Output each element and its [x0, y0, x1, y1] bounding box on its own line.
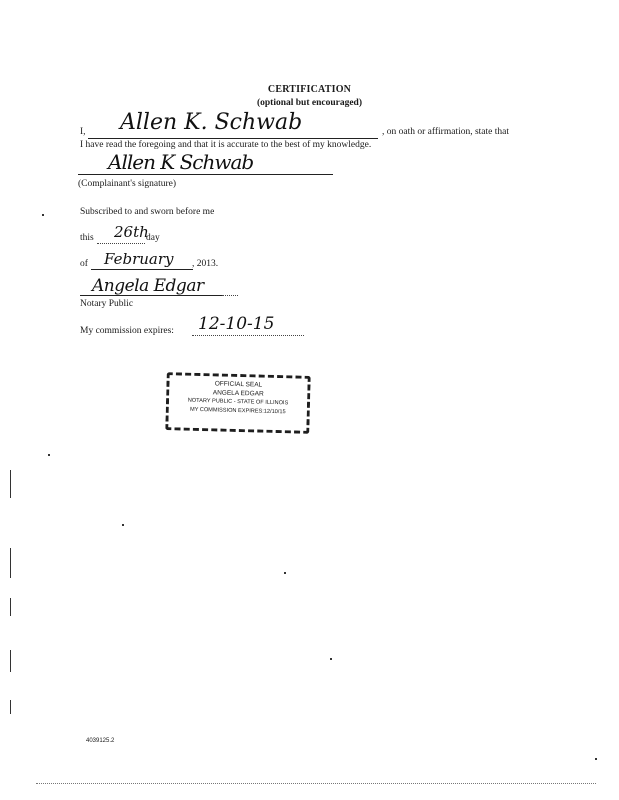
- handwritten-commission-date: 12-10-15: [198, 314, 275, 334]
- complainant-signature-line: [78, 174, 333, 175]
- notary-signature-line-tail: [222, 295, 238, 296]
- commission-underline: [192, 335, 304, 336]
- scan-mark: [10, 700, 11, 714]
- scan-mark: [595, 758, 597, 760]
- day-label: day: [146, 233, 160, 243]
- certification-title: CERTIFICATION: [267, 84, 352, 95]
- scan-mark: [48, 454, 50, 456]
- name-underline: [88, 138, 378, 139]
- seal-line1: OFFICIAL SEAL: [214, 380, 263, 389]
- scan-mark: [330, 658, 332, 660]
- of-label: of: [80, 259, 88, 269]
- handwritten-day: 26th: [114, 223, 149, 241]
- scan-mark: [42, 214, 44, 216]
- certification-subtitle: (optional but encouraged): [256, 98, 363, 108]
- complainant-signature: Allen K Schwab: [108, 150, 254, 174]
- handwritten-month: February: [104, 250, 174, 268]
- scan-mark: [10, 598, 11, 616]
- notary-signature: Angela Edgar: [92, 276, 204, 296]
- official-seal-stamp: [165, 372, 310, 434]
- seal-line3: NOTARY PUBLIC - STATE OF ILLINOIS: [187, 397, 289, 407]
- month-underline: [91, 269, 193, 270]
- complainant-label: (Complainant's signature): [78, 179, 177, 189]
- scan-mark: [122, 524, 124, 526]
- seal-line2: ANGELA EDGAR: [212, 388, 264, 398]
- scan-mark: [10, 470, 11, 498]
- seal-line4: MY COMMISSION EXPIRES:12/10/15: [189, 406, 286, 415]
- line2-statement: I have read the foregoing and that it is accurate to the best of my knowledge.: [80, 140, 372, 150]
- scan-bottom-edge: [36, 783, 596, 784]
- line1-prefix: I,: [80, 127, 86, 137]
- this-label: this: [80, 233, 94, 243]
- line1-suffix: , on oath or affirmation, state that: [382, 127, 509, 137]
- scan-mark: [10, 548, 11, 578]
- subscribed-text: Subscribed to and sworn before me: [80, 207, 215, 217]
- handwritten-name: Allen K. Schwab: [120, 110, 303, 135]
- year-text: , 2013.: [192, 259, 219, 269]
- commission-label: My commission expires:: [80, 326, 174, 336]
- scan-mark: [284, 572, 286, 574]
- scan-mark: [10, 650, 11, 672]
- day-underline: [97, 243, 145, 244]
- notary-label: Notary Public: [80, 299, 134, 309]
- document-id: 4039125.2: [86, 738, 115, 744]
- notary-signature-line: [80, 295, 222, 296]
